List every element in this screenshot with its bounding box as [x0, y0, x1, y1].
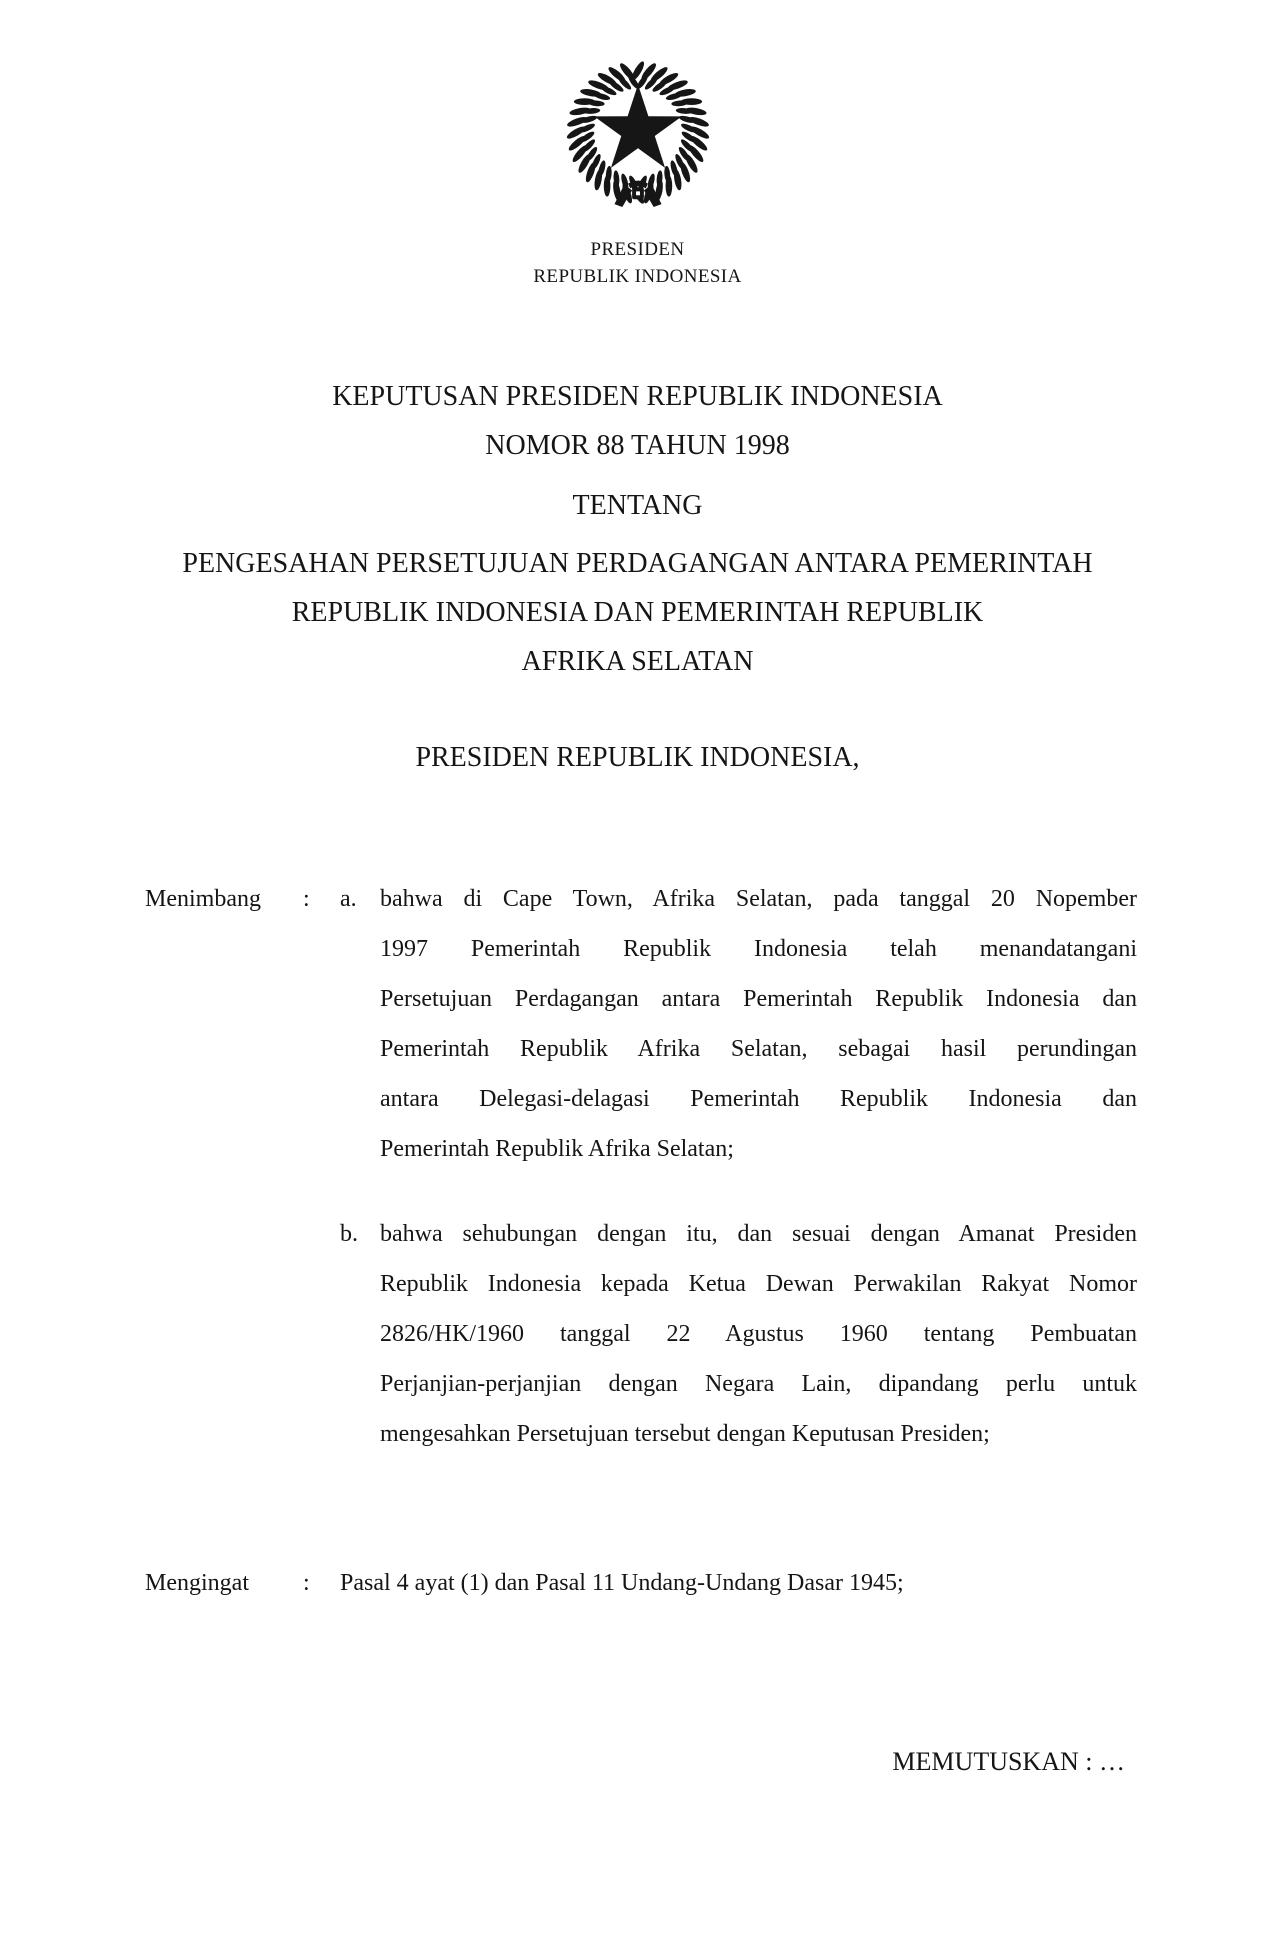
mengingat-label: Mengingat [145, 1570, 249, 1596]
decree-number-line: NOMOR 88 TAHUN 1998 [485, 430, 790, 461]
subject-line-3: AFRIKA SELATAN [521, 646, 754, 677]
item-a-line: antara Delegasi-delagasi Pemerintah Republik Indonesia dan [380, 1086, 1137, 1112]
ribbon-bow-icon [614, 181, 661, 207]
item-a-line: Persetujuan Perdagangan antara Pemerintah Republik Indonesia dan [380, 986, 1137, 1012]
empty-colon-cell [303, 1209, 340, 1459]
presidential-seal [559, 58, 717, 210]
mengingat-row [145, 1558, 1137, 1608]
subject-line-2: REPUBLIK INDONESIA DAN PEMERINTAH REPUBLIK [291, 597, 984, 628]
mengingat-text: Pasal 4 ayat (1) dan Pasal 11 Undang-Undang Dasar 1945; [340, 1570, 904, 1596]
mengingat-colon: : [303, 1570, 310, 1596]
item-b-line: Perjanjian-perjanjian dengan Negara Lain, dipandang perlu untuk [380, 1371, 1137, 1397]
letterhead-republik-indonesia: REPUBLIK INDONESIA [533, 266, 742, 287]
item-b-letter: b. [340, 1221, 358, 1247]
item-b-line: bahwa sehubungan dengan itu, dan sesuai dengan Amanat Presiden [380, 1221, 1137, 1247]
item-a-letter: a. [340, 886, 357, 912]
menimbang-label: Menimbang [145, 886, 261, 912]
letterhead-presiden: PRESIDEN [590, 239, 685, 260]
item-a-line: Pemerintah Republik Afrika Selatan, sebagai hasil perundingan [380, 1036, 1137, 1062]
menimbang-row-a [145, 874, 1137, 1174]
empty-label-cell [145, 1209, 303, 1459]
menimbang-row-b [145, 1209, 1137, 1459]
letterhead [0, 236, 1275, 290]
item-b-line: mengesahkan Persetujuan tersebut dengan Keputusan Presiden; [380, 1421, 990, 1447]
decree-title-line1: KEPUTUSAN PRESIDEN REPUBLIK INDONESIA [332, 381, 943, 412]
item-b-line: Republik Indonesia kepada Ketua Dewan Perwakilan Rakyat Nomor [380, 1271, 1137, 1297]
memutuskan-line: MEMUTUSKAN : … [892, 1747, 1125, 1776]
item-a-paragraph [380, 874, 1137, 1174]
tentang-label: TENTANG [572, 490, 703, 521]
item-a-line: 1997 Pemerintah Republik Indonesia telah menandatangani [380, 936, 1137, 962]
item-a-line: Pemerintah Republik Afrika Selatan; [380, 1136, 734, 1162]
subject-line-1: PENGESAHAN PERSETUJUAN PERDAGANGAN ANTARA PEMERINTAH [182, 548, 1093, 579]
item-a-line: bahwa di Cape Town, Afrika Selatan, pada tanggal 20 Nopember [380, 886, 1137, 912]
star-wreath-emblem-icon [559, 58, 717, 210]
menimbang-colon: : [303, 886, 310, 912]
opening-line: PRESIDEN REPUBLIK INDONESIA, [415, 742, 860, 773]
item-b-line: 2826/HK/1960 tanggal 22 Agustus 1960 tentang Pembuatan [380, 1321, 1137, 1347]
item-b-paragraph [380, 1209, 1137, 1459]
